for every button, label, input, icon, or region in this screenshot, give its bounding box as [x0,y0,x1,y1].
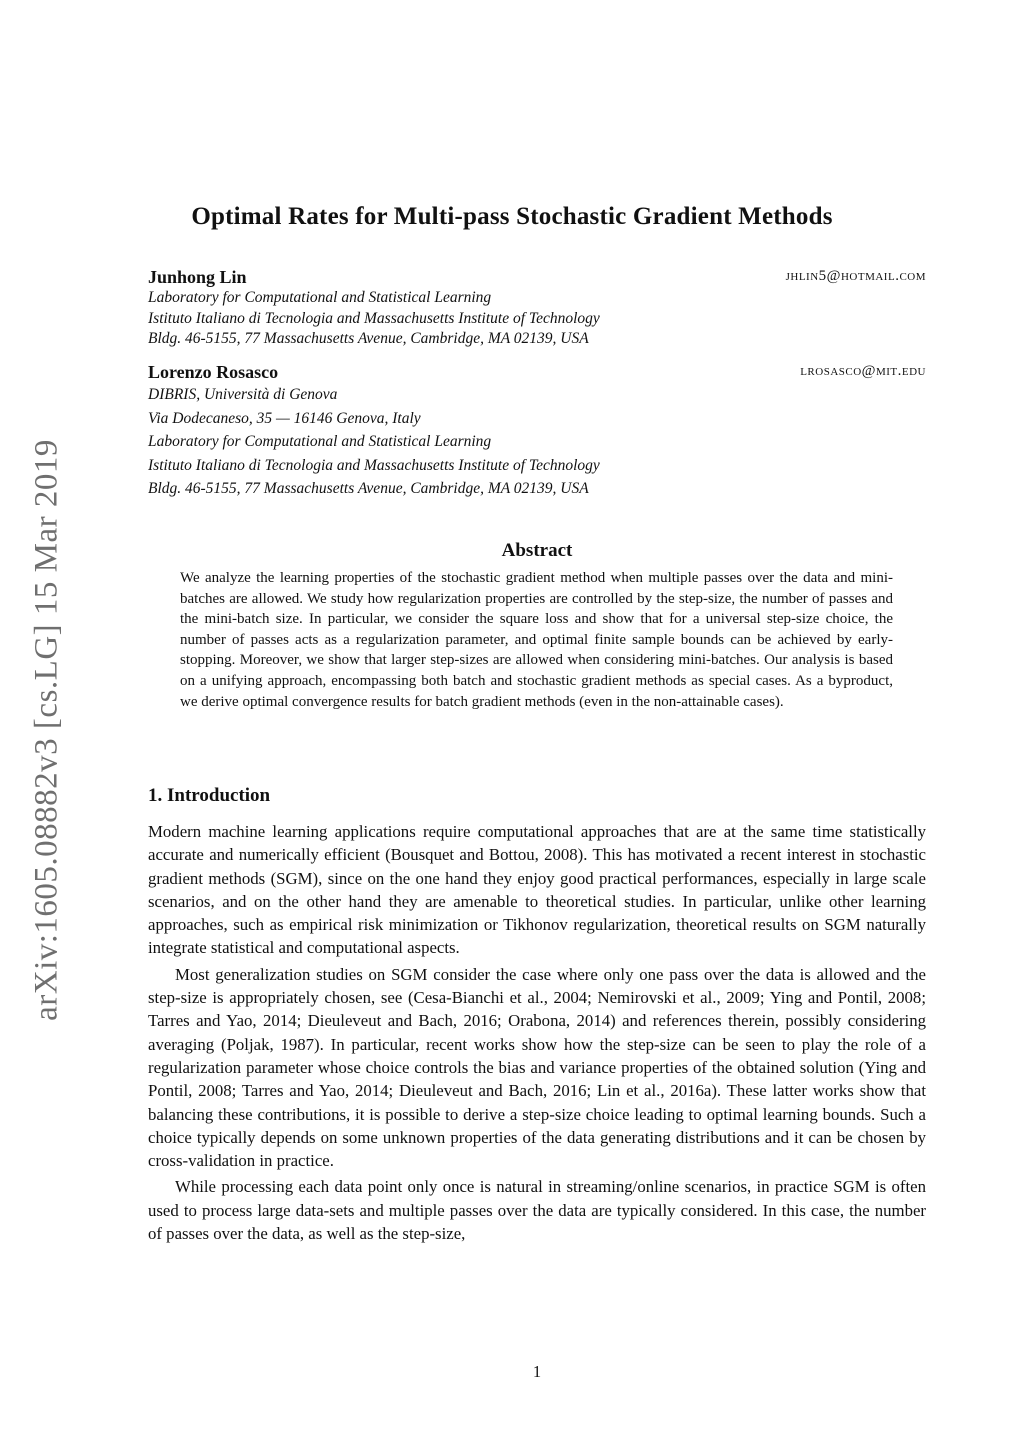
section-heading-introduction: 1. Introduction [148,785,271,806]
page-number: 1 [532,1362,542,1381]
author-affiliation: Laboratory for Computational and Statistical Learning [148,433,492,450]
arxiv-identifier-stamp: arXiv:1605.08882v3 [cs.LG] 15 Mar 2019 [28,439,65,1021]
author-affiliation: DIBRIS, Università di Genova [148,386,338,403]
author-affiliation: Bldg. 46-5155, 77 Massachusetts Avenue, Cambridge, MA 02139, USA [148,330,589,347]
author-name: Junhong Lin [148,267,247,287]
author-affiliation: Bldg. 46-5155, 77 Massachusetts Avenue, Cambridge, MA 02139, USA [148,480,589,497]
abstract-heading: Abstract [501,540,573,561]
paragraph: Modern machine learning applications require computational approaches that are at the same time statistically accurate and numerically efficient (Bousquet and Bottou, 2008). This has motivated a recent interest in stochastic gradient methods (SGM), since on the one hand they enjoy good practical performances, especially in large scale scenarios, and on the other hand they are amenable to theoretical studies. In particular, unlike other learning approaches, such as empirical risk minimization or Tikhonov regularization, theoretical results on SGM naturally integrate statistical and computational aspects. [148,822,926,958]
author-email: jhlin5@hotmail.com [785,268,926,284]
author-email: lrosasco@mit.edu [800,363,926,379]
author-affiliation: Istituto Italiano di Tecnologia and Massachusetts Institute of Technology [148,309,600,327]
author-affiliation: Via Dodecaneso, 35 — 16146 Genova, Italy [148,409,421,427]
author-block [148,266,926,350]
abstract-text: We analyze the learning properties of the stochastic gradient method when multiple passes over the data and mini-batches are allowed. We study how regularization properties are controlled by the step-size, the number of passes and the mini-batch size. In particular, we consider the square loss and show that for a universal step-size choice, the number of passes acts as a regularization parameter, and optimal finite sample bounds can be achieved by early-stopping. Moreover, we show that larger step-sizes are allowed when considering mini-batches. Our analysis is based on a unifying approach, encompassing both batch and stochastic gradient methods as special cases. As a byproduct, we derive optimal convergence results for batch gradient methods (even in the non-attainable cases). [180,570,893,710]
author-block [148,361,926,501]
paragraph: Most generalization studies on SGM consider the case where only one pass over the data is allowed and the step-size is appropriately chosen, see (Cesa-Bianchi et al., 2004; Nemirovski et al., 2009; Ying and Pontil, 2008; Tarres and Yao, 2014; Dieuleveut and Bach, 2016; Orabona, 2014) and references therein, possibly considering averaging (Poljak, 1987). In particular, recent works show how the step-size can be seen to play the role of a regularization parameter whose choice controls the bias and variance properties of the obtained solution (Ying and Pontil, 2008; Tarres and Yao, 2014; Dieuleveut and Bach, 2016; Lin et al., 2016a). These latter works show that balancing these contributions, it is possible to derive a step-size choice leading to optimal learning bounds. Such a choice typically depends on some unknown properties of the data generating distributions and it can be chosen by cross-validation in practice. [148,964,926,1171]
paragraph: While processing each data point only once is natural in streaming/online scenarios, in practice SGM is often used to process large data-sets and multiple passes over the data are typically considered. In this case, the number of passes over the data, as well as the step-size, [148,1177,926,1244]
author-name: Lorenzo Rosasco [148,362,279,382]
author-affiliation: Laboratory for Computational and Statistical Learning [148,289,492,306]
paper-title: Optimal Rates for Multi-pass Stochastic Gradient Methods [191,203,833,230]
author-affiliation: Istituto Italiano di Tecnologia and Massachusetts Institute of Technology [148,456,600,474]
introduction-body [148,820,926,1245]
